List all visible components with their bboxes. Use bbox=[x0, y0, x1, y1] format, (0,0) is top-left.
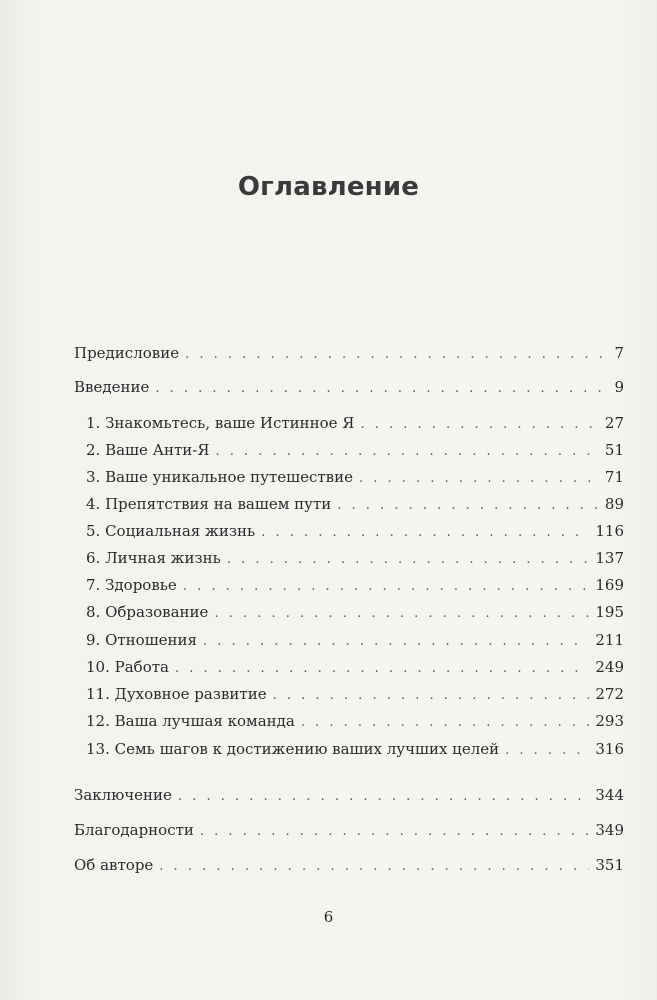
toc-entry-label: 1. Знакомьтесь, ваше Истинное Я bbox=[86, 414, 355, 432]
toc-entry-page: 351 bbox=[595, 856, 624, 874]
toc-dot-leader bbox=[214, 603, 589, 625]
toc-entry-page: 316 bbox=[595, 740, 624, 758]
toc-entry-page: 89 bbox=[604, 495, 624, 513]
toc-entry-page: 9 bbox=[614, 378, 624, 396]
toc-dot-leader bbox=[185, 344, 608, 366]
toc-entry-page: 71 bbox=[604, 468, 624, 486]
toc-entry-page: 27 bbox=[604, 414, 624, 432]
toc-entry-label: 12. Ваша лучшая команда bbox=[86, 712, 295, 730]
toc-entry-conclusion bbox=[74, 784, 624, 806]
toc-chapter-entry bbox=[86, 601, 624, 623]
toc-entry-page: 51 bbox=[604, 441, 624, 459]
toc-entry-page: 272 bbox=[595, 685, 624, 703]
toc-chapter-entry bbox=[86, 439, 624, 461]
toc-chapter-entry bbox=[86, 656, 624, 678]
toc-entry-label: 6. Личная жизнь bbox=[86, 549, 221, 567]
toc-entry-label: 2. Ваше Анти-Я bbox=[86, 441, 210, 459]
page-title: Оглавление bbox=[237, 172, 420, 202]
toc-entry-about-author bbox=[74, 854, 624, 876]
toc-chapter-entry bbox=[86, 738, 624, 760]
toc-entry-page: 195 bbox=[595, 603, 624, 621]
toc-entry-page: 116 bbox=[595, 522, 624, 540]
toc-entry-label: 11. Духовное развитие bbox=[86, 685, 267, 703]
toc-dot-leader bbox=[178, 786, 589, 808]
toc-entry-label: Благодарности bbox=[74, 821, 194, 839]
toc-entry-page: 7 bbox=[614, 344, 624, 362]
toc-dot-leader bbox=[360, 414, 598, 436]
toc-entry-page: 249 bbox=[595, 658, 624, 676]
toc-dot-leader bbox=[175, 658, 589, 680]
toc-entry-acknowledgements bbox=[74, 819, 624, 841]
toc-dot-leader bbox=[200, 821, 589, 843]
toc-entry-label: 5. Социальная жизнь bbox=[86, 522, 256, 540]
toc-dot-leader bbox=[203, 631, 589, 653]
toc-entry-label: 3. Ваше уникальное путешествие bbox=[86, 468, 353, 486]
toc-chapter-entry bbox=[86, 466, 624, 488]
toc-chapter-entry bbox=[86, 547, 624, 569]
toc-entry-page: 137 bbox=[595, 549, 624, 567]
toc-dot-leader bbox=[159, 856, 589, 878]
toc-entry-label: Заключение bbox=[74, 786, 172, 804]
toc-dot-leader bbox=[337, 495, 599, 517]
toc-entry-label: Введение bbox=[74, 378, 150, 396]
page-number: 6 bbox=[323, 908, 334, 926]
toc-chapter-entry bbox=[86, 710, 624, 732]
toc-dot-leader bbox=[215, 441, 598, 463]
toc-entry-page: 211 bbox=[595, 631, 624, 649]
toc-entry-page: 344 bbox=[595, 786, 624, 804]
toc-entry-label: 10. Работа bbox=[86, 658, 169, 676]
toc-entry-label: 8. Образование bbox=[86, 603, 209, 621]
toc-entry-page: 169 bbox=[595, 576, 624, 594]
toc-entry-label: 9. Отношения bbox=[86, 631, 197, 649]
toc-entry-label: 7. Здоровье bbox=[86, 576, 177, 594]
toc-entry-introduction bbox=[74, 376, 624, 398]
toc-dot-leader bbox=[301, 712, 590, 734]
toc-chapter-entry bbox=[86, 683, 624, 705]
toc-dot-leader bbox=[261, 522, 589, 544]
toc-chapter-entry bbox=[86, 574, 624, 596]
toc-entry-page: 293 bbox=[595, 712, 624, 730]
toc-entry-page: 349 bbox=[595, 821, 624, 839]
toc-dot-leader bbox=[227, 549, 590, 571]
toc-chapter-entry bbox=[86, 629, 624, 651]
toc-dot-leader bbox=[273, 685, 590, 707]
toc-entry-label: Предисловие bbox=[74, 344, 180, 362]
toc-entry-label: Об авторе bbox=[74, 856, 154, 874]
toc-entry-label: 13. Семь шагов к достижению ваших лучших целей bbox=[86, 740, 500, 758]
toc-chapter-entry bbox=[86, 520, 624, 542]
toc-chapter-entry bbox=[86, 493, 624, 515]
toc-dot-leader bbox=[155, 378, 608, 400]
toc-dot-leader bbox=[505, 740, 589, 762]
toc-entry-label: 4. Препятствия на вашем пути bbox=[86, 495, 332, 513]
toc-chapter-entry bbox=[86, 412, 624, 434]
toc-dot-leader bbox=[183, 576, 590, 598]
toc-dot-leader bbox=[359, 468, 599, 490]
toc-entry-preface bbox=[74, 342, 624, 364]
